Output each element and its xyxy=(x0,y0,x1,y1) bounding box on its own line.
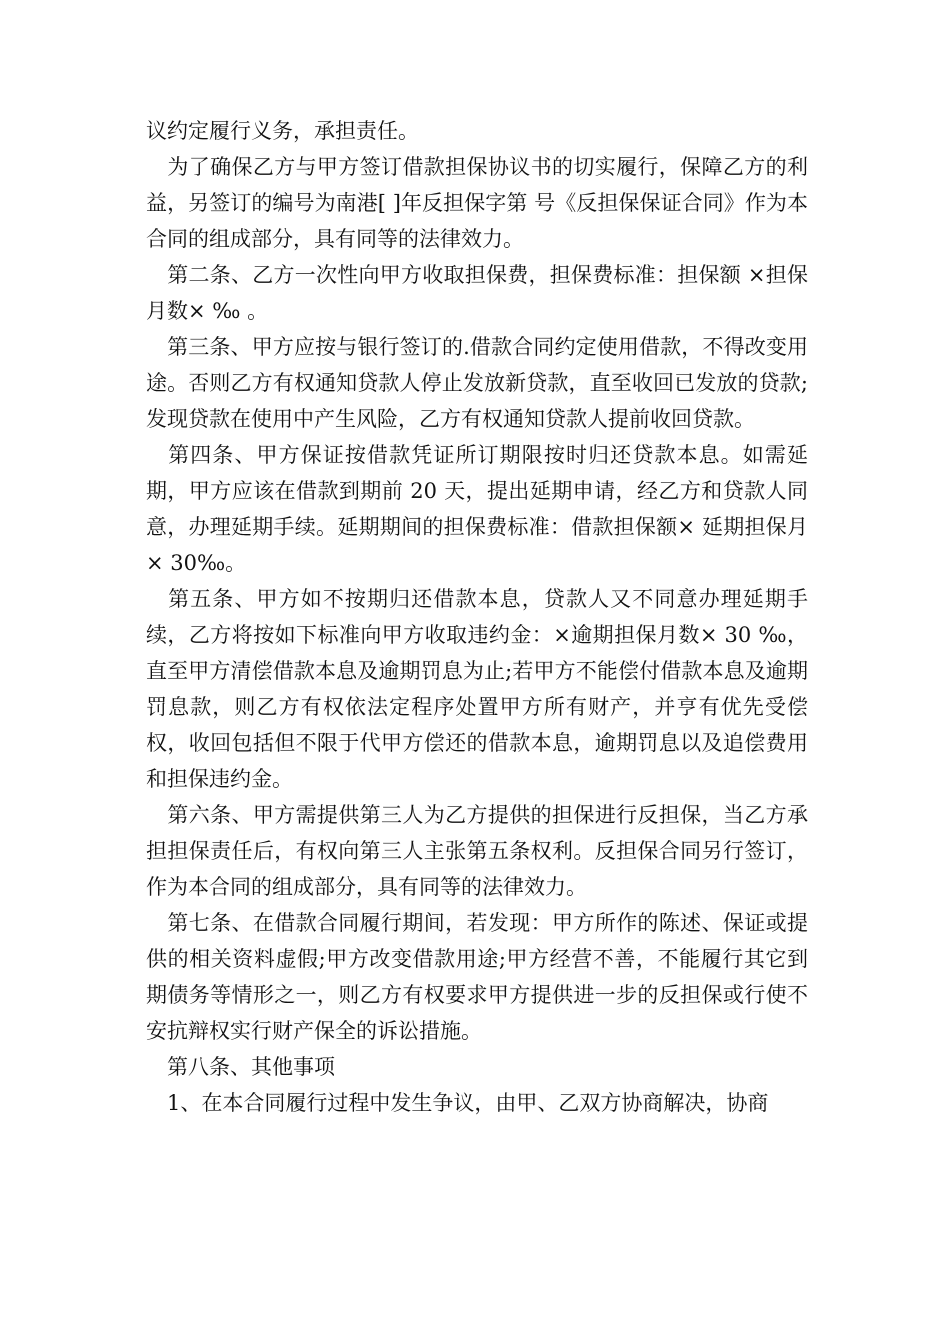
document-body xyxy=(146,113,808,1121)
paragraph-article-7: 第七条、在借款合同履行期间，若发现：甲方所作的陈述、保证或提供的相关资料虚假;甲方改变借款用途;甲方经营不善，不能履行其它到期债务等情形之一，则乙方有权要求甲方提供进一步的反担保或行使不安抗辩权实行财产保全的诉讼措施。 xyxy=(146,911,808,1043)
paragraph-article-5: 第五条、甲方如不按期归还借款本息，贷款人又不同意办理延期手续，乙方将按如下标准向甲方收取违约金：×逾期担保月数× 30 ‰，直至甲方清偿借款本息及逾期罚息为止;若甲方不能偿付借款本息及逾期罚息款，则乙方有权依法定程序处置甲方所有财产，并亨有优先受偿权，收回包括但不限于代甲方偿还的借款本息，逾期罚息以及追偿费用和担保违约金。 xyxy=(146,587,808,791)
paragraph-item-1: 1、在本合同履行过程中发生争议，由甲、乙双方协商解决，协商 xyxy=(146,1091,769,1115)
paragraph-article-8: 第八条、其他事项 xyxy=(146,1055,335,1079)
paragraph-article-3: 第三条、甲方应按与银行签订的.借款合同约定使用借款，不得改变用途。否则乙方有权通知贷款人停止发放新贷款，直至收回已发放的贷款;发现贷款在使用中产生风险，乙方有权通知贷款人提前收回贷款。 xyxy=(146,335,808,431)
paragraph-article-2: 第二条、乙方一次性向甲方收取担保费，担保费标准：担保额 ×担保月数× ‰ 。 xyxy=(146,263,808,323)
paragraph-2: 为了确保乙方与甲方签订借款担保协议书的切实履行，保障乙方的利益，另签订的编号为南港[ ]年反担保字第 号《反担保保证合同》作为本合同的组成部分，具有同等的法律效力。 xyxy=(146,155,808,251)
paragraph-article-6: 第六条、甲方需提供第三人为乙方提供的担保进行反担保，当乙方承担担保责任后，有权向第三人主张第五条权利。反担保合同另行签订，作为本合同的组成部分，具有同等的法律效力。 xyxy=(146,803,808,899)
paragraph-1: 议约定履行义务，承担责任。 xyxy=(146,119,419,143)
paragraph-article-4: 第四条、甲方保证按借款凭证所订期限按时归还贷款本息。如需延期，甲方应该在借款到期前 20 天，提出延期申请，经乙方和贷款人同意，办理延期手续。延期期间的担保费标准：借款担保额× 延期担保月× 30‰。 xyxy=(146,443,808,575)
